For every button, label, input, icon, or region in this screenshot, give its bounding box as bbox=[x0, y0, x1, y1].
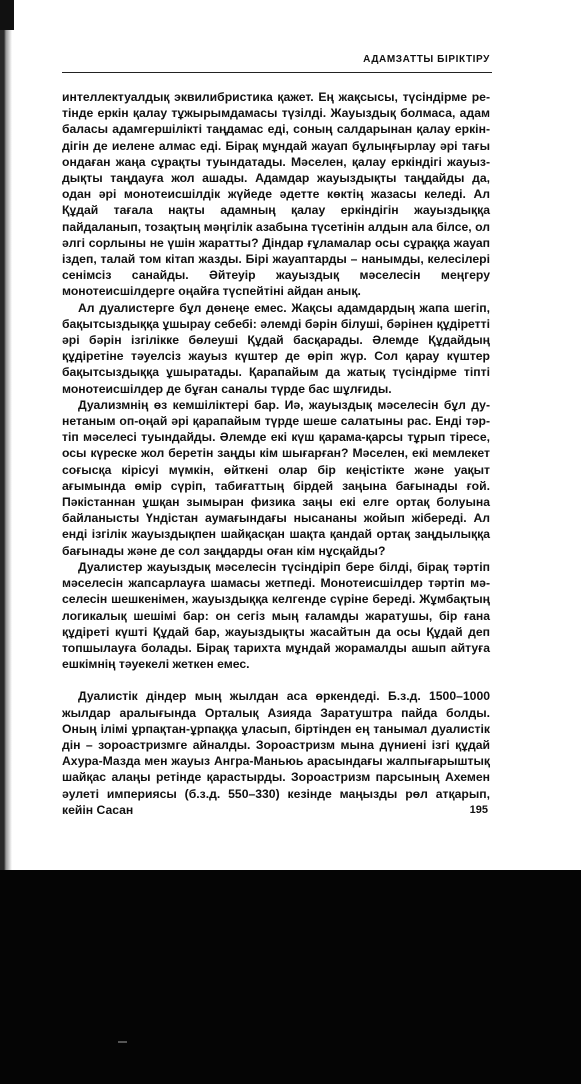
paragraph: Дуализмнің өз кемшіліктері бар. Иә, жауыздық мәселесін бұл дунетаным оп-оңай әрі қарапайым түрде шеше салатыны рас. Енді тәртіп мәселесі туындайды. Әлемде екі күш қарама-қарсы тұрып тіресе, осы күреске жол беретін заңды кім шығарған? Мәселен, екі мемлекет соғысқа кірісуі мүмкін, өйткені олар бір кеңістікте және уақыт ағымында өмір сүріп, табиғаттың бірдей заңына бағынады ғой. Пәкістаннан ұшқан зымыран физика заңы екі елге ортақ болуына байланысты Үндістан аумағындағы нысананы жойып жібереді. Ал енді ізгілік жауыздықпен шайқасқан шақта қандай ортақ заңдылыққа бағынады және де сол заңдарды оған кім нұсқайды? bbox=[62, 397, 490, 558]
scan-dark-margin bbox=[0, 870, 581, 1084]
page-number: 195 bbox=[469, 804, 488, 816]
running-head: АДАМЗАТТЫ БІРІКТІРУ bbox=[363, 54, 490, 65]
header-rule bbox=[62, 72, 492, 73]
scan-corner-mark bbox=[0, 0, 14, 30]
page-body bbox=[62, 89, 490, 818]
paragraph: Ал дуалистерге бұл дөнеңе емес. Жақсы адамдардың жапа шегіп, бақытсыздыққа ұшырау себебі: әлемді бәрін білуші, бәрінен құдіретті әрі бәрін ізгілікке бөлеуші Құдай басқарады. Әлемде Құдайдың құдіретіне тәуелсіз жауыз күштер де өріп жүр. Сол қарау күштер бақытсыздыққа ұшыратады. Қарапайым да жатық түсіндірме тіпті монотеисшілдер де бұған саналы түрде бас шұлғиды. bbox=[62, 300, 490, 396]
scan-speck bbox=[118, 1041, 127, 1043]
paragraph: интеллектуалдық эквилибристика қажет. Ең жақсысы, түсіндірме ретінде еркін қалау тұжырымдамасы түзілді. Жауыздық болмаса, адам баласы адамгершілікті таңдамас еді, соның салдарынан қалау еркіндігін де иелене алмас еді. Бірақ мұндай жауап бұлыңғырлау әрі тағы ондаған жаңа сұрақты туындатады. Мәселен, қалау еркіндігі жауыздықты таңдауға жол ашады. Адамдар жауыздықты таңдайды да, одан әрі монотеисшілдік жүйеде әдетте көктің жазасы келеді. Ал Құдай тағала нақты адамның қалау еркіндігін жауыздыққа пайдаланып, тозақтың мәңгілік азабына түсетінін алдын ала білсе, ол әлгі сорлыны не үшін жаратты? Діндар ғұламалар осы сұраққа жауап іздеп, талай том кітап жазды. Бірі жауаптарды – нанымды, келесілері сенімсіз санайды. Әйтеуір жауыздық мәселесін меңгеру монотеисшілдерге оңайға түспейтіні айдан анық. bbox=[62, 90, 490, 299]
paragraph: Дуалистер жауыздық мәселесін түсіндіріп бере білді, бірақ тәртіп мәселесін жапсарлауға шамасы жетпеді. Монотеисшілдер тәртіп мәселесін шешкенімен, жауыздыққа келгенде сүріне береді. Жұмбақтың логикалық шешімі бар: он сегіз мың ғаламды жаратушы, бір ғана құдіреті күшті Құдай бар, жауыздықты жасайтын да осы Құдай деп топшылауға болады. Бірақ тарихта мұндай жорамалды ашып айтуға ешкімнің тәуекелі жеткен емес. bbox=[62, 559, 490, 672]
paragraph: Дуалистік діндер мың жылдан аса өркендеді. Б.з.д. 1500–1000 жылдар аралығында Орталық Азияда Заратуштра пайда болды. Оның ілімі ұрпақтан-ұрпаққа ұласып, біртінден ең танымал дуалистік дін – зороастризмге айналды. Зороастризм мына дүниені ізгі құдай Ахура-Мазда мен жауыз Ангра-Маньюь арасындағы жалпығарыштық шайқас алаңы ретінде қарастырды. Зороастризм парсының Ахемен әулеті империясы (б.з.д. 550–330) кезінде маңызды рөл атқарып, кейін Сасан bbox=[62, 689, 490, 817]
